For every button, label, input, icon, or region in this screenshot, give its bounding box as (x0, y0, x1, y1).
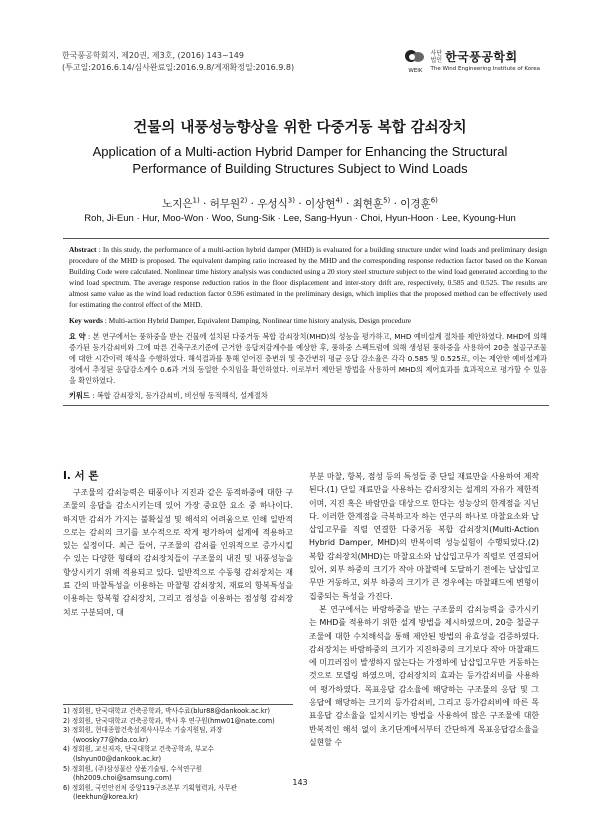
footnote: 6) 정회원, 국민안전처 중앙119구조본부 기획협력과, 사무관 (63, 783, 238, 792)
author-name: 이경훈 (400, 198, 431, 210)
title-english (60, 143, 540, 177)
summary-text: : 본 연구에서는 풍하중을 받는 건물에 설치된 다중거동 복합 감쇠장치(MHD)의 성능을 평가하고, MHD 예비설계 절차를 제안하였다. MHD에 의해 증가된 등가감쇠비와 그에 따른 건축구조기준에 근거한 응답저감계수를 예상한 후, 풍하중 스펙트럼에 의해 생성된 풍하중을 사용하여 20층 철골구조물에 대한 시간이력 해석을 수행하였다. 해석결과를 통해 얻어진 층변위 및 층간변위 평균 응답 감소율은 각각 0.585 및 0.525로, 이는 제안한 예비설계과정에서 추정된 응답감소계수 0.6과 거의 동일한 수치임을 확인하였다. 이로부터 제안된 방법을 사용하여 MHD의 제어효과를 효과적으로 평가할 수 있음을 확인하였다. (69, 332, 548, 386)
summary-korean (69, 332, 547, 387)
author-affiliation-mark: 4) (335, 196, 343, 205)
author-affiliation-mark: 3) (287, 196, 295, 205)
body-paragraph: 부분 마찰, 항복, 점성 등의 특성들 중 단일 재료만을 사용하여 제작된다.(1) 단일 재료만을 사용하는 감쇠장치는 설계의 자유가 제한적이며, 지진 혹은 바람만을 대상으로 한다는 성능상의 한계점을 지닌다. 이러한 한계점을 극복하고자 하는 연구의 하나로 마찰요소와 납삽입고무를 직렬 연결한 다중거동 복합 감쇠장치(Multi-Action Hybrid Damper, MHD)의 반복이력 성능실험이 수행되었다.(2) 복합 감쇠장치(MHD)는 마찰요소와 납삽입고무가 직렬로 연결되어 있어, 외부 하중의 크기가 작아 마찰력에 도달하기 전에는 납삽입고무만 거동하고, 외부 하중의 크기가 큰 경우에는 마찰패드에 변형이 집중되는 특성을 가진다. (309, 472, 539, 601)
author-name: 허무원 (209, 198, 241, 210)
body-right-column (309, 470, 539, 749)
keywords-korean-text: : 복합 감쇠장치, 등가감쇠비, 비선형 동적해석, 설계절차 (89, 390, 268, 400)
footnote: 5) 정회원, (주)삼성물산 상품기술팀, 수석연구원 (63, 764, 203, 773)
abstract (69, 245, 547, 310)
author-separator: · (390, 198, 401, 210)
abstract-box (63, 238, 549, 406)
author-affiliation-mark: 5) (383, 196, 391, 205)
society-logo (404, 48, 540, 77)
author-affiliation-mark: 6) (430, 196, 438, 205)
journal-citation: 한국풍공학회지, 제20권, 제3호, (2016) 143~149 (62, 51, 244, 60)
journal-header (62, 50, 294, 74)
society-name-english: The Wind Engineering Institute of Korea (430, 66, 540, 72)
keywords-korean (69, 390, 547, 401)
submission-dates: (투고일:2016.6.14/심사완료일:2016.9.8/게재확정일:2016.9.8) (62, 63, 295, 72)
authors-korean (0, 196, 600, 211)
footnote: (hh2009.choi@samsung.com) (73, 774, 172, 783)
footnote: 1) 정회원, 단국대학교 건축공학과, 박사수료(blur88@dankook.ac.kr) (63, 707, 270, 715)
author-name: 우성식 (257, 198, 288, 210)
footnote: 4) 정회원, 교신저자, 단국대학교 건축공학과, 부교수 (63, 745, 214, 754)
author-separator: · (294, 198, 305, 210)
body-paragraph: 구조물의 감쇠능력은 태풍이나 지진과 같은 동적하중에 대한 구조물의 응답을 감소시키는데 있어 가장 중요한 요소 중 하나이다. 하지만 감쇠가 가지는 불확실성 및 해석의 어려움으로 인해 일반적으로는 감쇠의 크기를 보수적으로 작게 평가하여 설계에 적용하고 있는 실정이다. 최근 들어, 구조물의 감쇠를 인위적으로 증가시킬 수 있는 다양한 형태의 감쇠장치들이 구조물의 내진 및 내풍성능을 향상시키기 위해 적용되고 있다. 일반적으로 수동형 감쇠장치는 재료 간의 마찰특성을 이용하는 마찰형 감쇠장치, 재료의 항복특성을 이용하는 항복형 감쇠장치, 그리고 점성을 이용하는 점성형 감쇠장치로 구분되며, 대 (63, 488, 293, 617)
body-paragraph: 본 연구에서는 바람하중을 받는 구조물의 감쇠능력을 증가시키는 MHD를 적용하기 위한 설계 방법을 제시하였으며, 20층 철골구조물에 대한 수치해석을 통해 제안된 방법의 유효성을 검증하였다. 감쇠장치는 바람하중의 크기가 지진하중의 크기보다 작아 마찰패드에 미끄러짐이 발생하지 않는다는 가정하에 납삽입고무만 거동하는 것으로 모델링 하였으며, 감쇠장치의 효과는 등가감쇠비를 사용하여 평가하였다. 목표응답 감소율에 해당하는 구조물의 응답 및 그 응답에 해당하는 크기의 등가감쇠비, 그리고 등가감쇠비에 따른 목표응답 감소율을 일치시키는 방법을 사용하여 많은 구조물에 대한 반복적인 해석 없이 초기단계에서부터 간단하게 목표응답감소율을 실현할 수 (309, 604, 539, 747)
title-english-line1: Application of a Multi-action Hybrid Damper for Enhancing the Structural (92, 144, 508, 159)
footnotes (63, 707, 303, 803)
footnote: (lshyun00@dankook.ac.kr) (73, 754, 162, 763)
abstract-label: Abstract (69, 245, 97, 254)
authors-english: Roh, Ji-Eun · Hur, Moo-Won · Woo, Sung-Sik · Lee, Sang-Hyun · Choi, Hyun-Hoon · Lee, Kyoung-Hun (84, 213, 516, 224)
keywords-korean-label: 키워드 (69, 390, 90, 400)
logo-emblem (404, 48, 426, 77)
title-korean: 건물의 내풍성능향상을 위한 다중거동 복합 감쇠장치 (133, 120, 467, 136)
page-number: 143 (292, 778, 308, 787)
summary-label: 요 약 (69, 332, 86, 342)
body-left-column (63, 486, 293, 619)
footnote: (leekhun@korea.kr) (73, 793, 138, 802)
footnote: 2) 정회원, 단국대학교 건축공학과, 박사 후 연구원(hmw01@nate.com) (63, 716, 275, 725)
keywords-text: : Multi-action Hybrid Damper, Equivalent Damping, Nonlinear time history analysis, Design procedure (102, 316, 412, 326)
logo-small-bottom: 법인 (430, 57, 443, 64)
footnote-divider (63, 704, 293, 705)
author-affiliation-mark: 1) (192, 196, 200, 205)
author-name: 이상현 (305, 198, 336, 210)
footnote: 3) 정회원, 현대종합건축설계사사무소 기술지원팀, 과장 (63, 726, 223, 735)
keywords-label: Key words (69, 316, 103, 326)
logo-small-top: 사단 (430, 50, 443, 57)
author-separator: · (342, 198, 353, 210)
keywords-english (69, 315, 547, 326)
author-affiliation-mark: 2) (240, 196, 248, 205)
author-name: 노지은 (162, 198, 193, 210)
author-name: 최현훈 (352, 198, 384, 210)
section-heading-introduction: I. 서 론 (63, 470, 99, 482)
society-name: 한국풍공학회 (445, 49, 518, 64)
abstract-text: : In this study, the performance of a multi-action hybrid damper (MHD) is evaluated for a building structure under wind loads and preliminary design procedure of the MHD is proposed. The equivalent damping ratio increased by the MHD and the corresponding response reduction factor based on the Korean Building Code were calculated. Nonlinear time history analysis was conducted using a 20 story steel structure subject to the wind load generated according to the wind load spectrum. The average response reduction ratios in the floor displacement and inter-story drift are, respectively, 0.585 and 0.525. The results are almost same value as the wind load reduction factor 0.596 estimated in the preliminary design, which implies that the proposed method can be effectively used for estimating the control effect of the MHD. (69, 245, 547, 309)
title-english-line2: Performance of Building Structures Subject to Wind Loads (132, 161, 468, 176)
footnote: (woosky77@hda.co.kr) (73, 735, 149, 744)
logo-abbr: WEIK (408, 68, 423, 74)
author-separator: · (247, 198, 258, 210)
author-separator: · (199, 198, 210, 210)
wind-emblem-icon (404, 48, 426, 66)
